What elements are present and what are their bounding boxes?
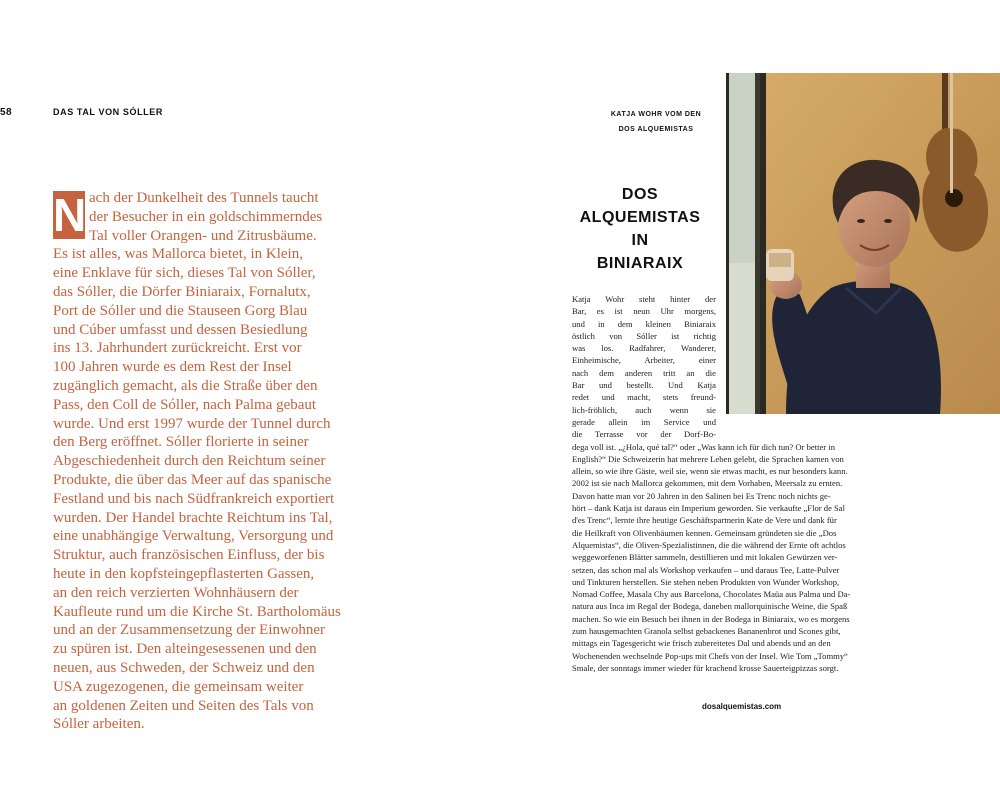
intro-line: Es ist alles, was Mallorca bietet, in Klein, — [53, 246, 303, 263]
intro-line: zugänglich gemacht, als die Straße über den — [53, 377, 318, 394]
page-number: 58 — [0, 107, 13, 118]
body-line: machen. So wie ein Besuch bei ihnen in der Bodega in Biniaraix, wo es morgens — [572, 613, 850, 624]
body-line: d'es Trenc“, lernte ihre heutige Geschäftspartnerin Kate de Vere und dank für — [572, 515, 837, 526]
body-line: Katja Wohr steht hinter der — [572, 294, 716, 304]
photo-caption-line: KATJA WOHR VOM DEN — [610, 111, 702, 118]
drop-cap: N — [53, 189, 87, 241]
body-line: und in dem kleinen Biniaraix — [572, 318, 716, 329]
intro-line: ach der Dunkelheit des Tunnels taucht — [89, 190, 319, 206]
body-line: natura aus Inca im Regal der Bodega, daneben mallorquinische Weine, die Spaß — [572, 601, 848, 612]
intro-line: neuen, aus Schweden, der Schweiz und den — [53, 659, 315, 676]
body-line: mittags ein Tagesgericht wie frisch zubereitetes Dal und abends und an den — [572, 638, 831, 649]
intro-line: eine unabhängige Verwaltung, Versorgung und — [53, 528, 334, 545]
body-line: dega voll ist. „¿Hola, qué tal?“ oder „Was kann ich für dich tun? Or better in — [572, 441, 835, 452]
body-line: setzen, das schon mal als Workshop verkaufen – und daraus Tee, Latte-Pulver — [572, 564, 840, 575]
headline-line: DOS — [621, 186, 659, 203]
body-line: lich-fröhlich, auch wenn sie — [572, 404, 716, 415]
body-line: östlich von Sóller ist richtig — [572, 330, 716, 341]
website-link[interactable]: dosalquemistas.com — [702, 702, 782, 711]
body-line: Nomad Coffee, Masala Chy aus Barcelona, Chocolates Maüa aus Palma und Da- — [572, 589, 851, 600]
body-line: English?“ Die Schweizerin hat mehrere Leben gelebt, die Sprachen kamen von — [572, 453, 844, 464]
intro-line: der Besucher in ein goldschimmerndes — [89, 208, 323, 225]
intro-line: und an der Zusammensetzung der Einwohner — [53, 622, 325, 639]
body-line: Alquemistas“, die Oliven-Spezialistinnen, die die während der Ernte oft achtlos — [572, 539, 846, 550]
intro-line: Festland und bis nach Südfrankreich exportiert — [53, 490, 335, 507]
intro-line: 100 Jahren wurde es dem Rest der Insel — [53, 359, 292, 376]
intro-line: Pass, den Coll de Sóller, nach Palma gebaut — [53, 396, 317, 413]
body-line: Bar und bestellt. Und Katja — [572, 380, 716, 391]
body-line: die Heilkraft von Olivenbäumen kennen. Gemeinsam gründeten sie die „Dos — [572, 527, 837, 538]
article-headline — [572, 183, 708, 275]
intro-line: heute in den kopfsteingepflasterten Gassen, — [53, 565, 315, 582]
body-line: Einheimische, Arbeiter, einer — [572, 355, 716, 366]
photo-caption — [596, 107, 716, 137]
intro-line: an goldenen Zeiten und Seiten des Tals von — [53, 697, 314, 714]
intro-line: das Sóller, die Dörfer Biniaraix, Fornalutx, — [53, 283, 311, 300]
intro-line: eine Enklave für sich, dieses Tal von Sóller, — [53, 265, 316, 282]
intro-line: Tal voller Orangen- und Zitrusbäume. — [89, 227, 317, 244]
running-head: DAS TAL VON SÓLLER — [53, 107, 163, 117]
intro-line: an den reich verzierten Wohnhäusern der — [53, 584, 299, 601]
intro-line: Port de Sóller und die Stauseen Gorg Blau — [53, 302, 308, 319]
intro-line: Produkte, die über das Meer auf das spanische — [53, 471, 332, 488]
body-line: Wochenenden wechselnde Pop-ups mit Chefs von der Insel. Wie Tom „Tommy“ — [572, 650, 848, 661]
body-line: Davon hatte man vor 20 Jahren in den Salinen bei Es Trenc noch nichts ge- — [572, 490, 831, 501]
intro-paragraph — [53, 189, 383, 734]
intro-line: USA zugezogenen, die gemeinsam weiter — [53, 678, 304, 695]
intro-line: und Cúber umfasst und dessen Besiedlung — [53, 321, 308, 338]
intro-line: Struktur, auch französischen Einfluss, der bis — [53, 547, 325, 564]
body-line: Smale, der sonntags immer wieder für krachend krosse Sauerteigpizzas sorgt. — [572, 662, 839, 673]
body-line: allein, so wie ihre Gäste, weil sie, wenn sie etwas macht, es nur besonders kann. — [572, 466, 848, 477]
intro-line: den Berg eröffnet. Sóller florierte in seiner — [53, 434, 309, 451]
body-line: Bar, es ist neun Uhr morgens, — [572, 306, 716, 317]
intro-line: zu spüren ist. Den alteingesessenen und den — [53, 641, 317, 658]
intro-line: Kaufleute rund um die Kirche St. Bartholomäus — [53, 603, 341, 620]
intro-line: Abgeschiedenheit durch den Reichtum seiner — [53, 453, 326, 470]
headline-line: ALQUEMISTAS — [579, 209, 701, 226]
body-line: die Terrasse vor der Dorf-Bo- — [572, 429, 716, 440]
body-line: gerade allein im Service und — [572, 416, 716, 427]
body-line: und Tinkturen herstellen. Sie stehen neben Produkten von Wunder Workshop, — [572, 576, 840, 587]
body-line: hört – dank Katja ist daraus ein Imperium geworden. Sie verkaufte „Flor de Sal — [572, 503, 846, 514]
body-line: zum hausgemachten Granola selbst gebackenes Bananenbrot und Scones gibt, — [572, 626, 841, 637]
intro-line: wurden. Der Handel brachte Reichtum ins Tal, — [53, 509, 333, 526]
photo-caption-line: DOS ALQUEMISTAS — [618, 126, 694, 133]
body-line: redet und macht, stets freund- — [572, 392, 716, 403]
body-line: weggeworfenen Blätter sammeln, destillieren und mit lokalen Gewürzen ver- — [572, 552, 838, 563]
body-line: 2002 ist sie nach Mallorca gekommen, mit dem Vorhaben, Meersalz zu ernten. — [572, 478, 843, 489]
intro-line: wurde. Und erst 1997 wurde der Tunnel durch — [53, 415, 331, 432]
headline-line: BINIARAIX — [596, 255, 684, 272]
article-body — [572, 293, 917, 674]
body-line: nach dem anderen tritt an die — [572, 367, 716, 378]
intro-line: ins 13. Jahrhundert zurückreicht. Erst vor — [53, 340, 302, 357]
headline-line: IN — [631, 232, 649, 249]
body-line: was los. Radfahrer, Wanderer, — [572, 343, 716, 354]
intro-line: Sóller arbeiten. — [53, 716, 145, 733]
